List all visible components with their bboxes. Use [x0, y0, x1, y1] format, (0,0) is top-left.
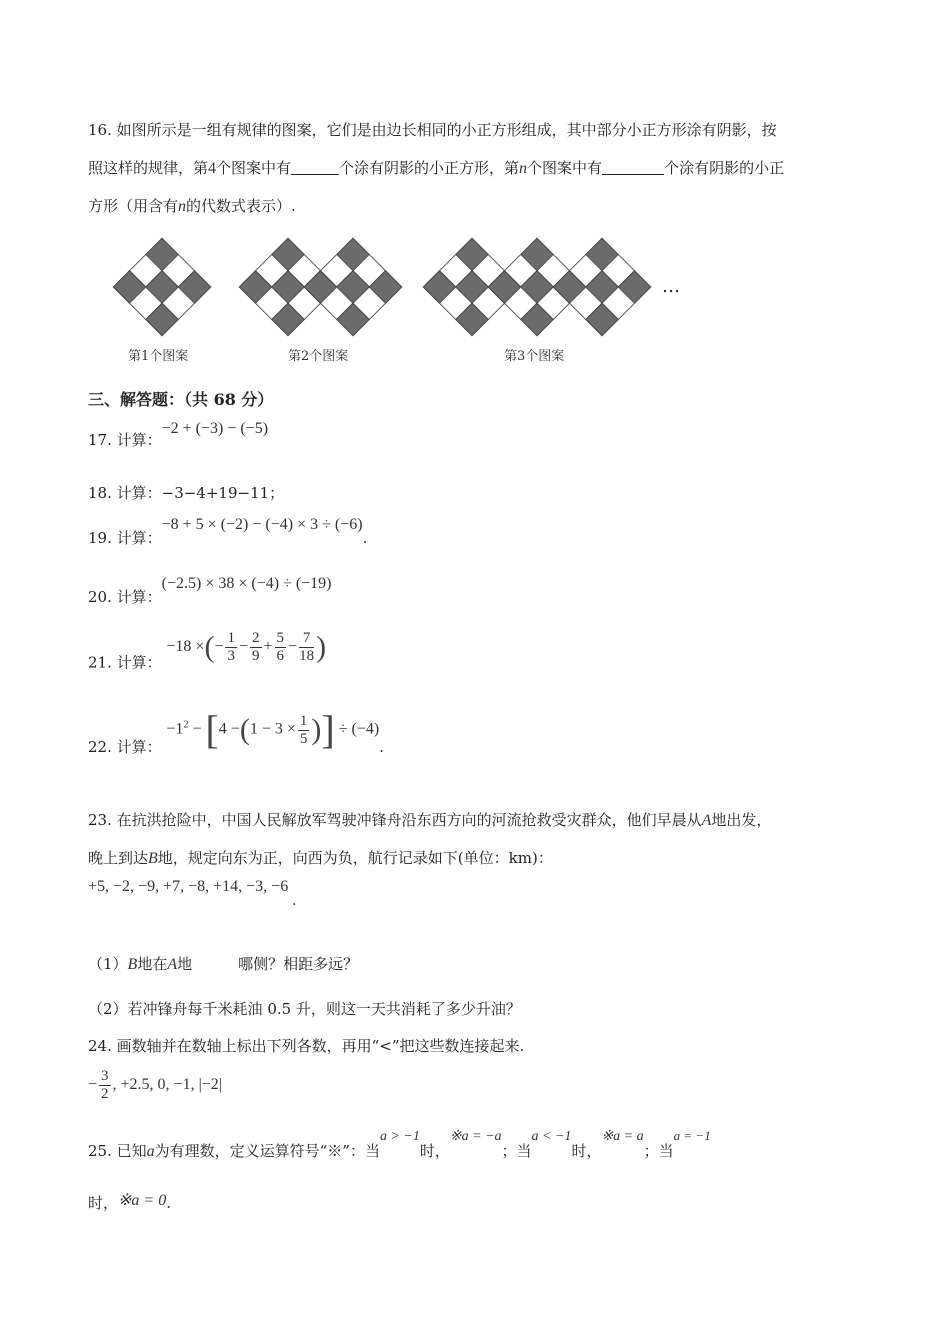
q24-frac [99, 1068, 111, 1103]
q21-frac-1-num: 1 [227, 630, 235, 646]
q25-when2: 时， [571, 1142, 602, 1160]
q16-num-four: 4 [208, 160, 217, 177]
q23-text-a: 23. 在抗洪抢险中，中国人民解放军驾驶冲锋舟沿东西方向的河流抢救受灾群众，他们早晨从 [88, 811, 702, 829]
q17-prefix: 17. 计算： [88, 431, 162, 449]
q20-expr: (−2.5) × 38 × (−4) ÷ (−19) [161, 575, 332, 592]
q25-line2-text: 时， [88, 1194, 119, 1212]
q16-var-n2: n [178, 198, 187, 215]
q23-line2 [88, 847, 553, 868]
q24-rest: , +2.5, 0, −1, |−2| [112, 1076, 223, 1094]
q21-prefix: 21. 计算： [88, 653, 162, 672]
figure-label-2: 第2个图案 [288, 349, 349, 364]
q21-lparen: ( [204, 630, 215, 664]
q16-text-e: 个涂有阴影的小正 [664, 159, 785, 177]
q16-text-a: 照这样的规律，第 [88, 159, 209, 177]
q22-rbracket: ] [321, 707, 335, 752]
q25-res2: ※a = a [601, 1129, 644, 1144]
q21-frac-4-den: 18 [299, 648, 315, 664]
q16-line1: 16. 如图所示是一组有规律的图案，它们是由边长相同的小正方形组成，其中部分小正方形涂有阴影，按 [88, 121, 777, 139]
q23-text-b: 地出发， [711, 811, 772, 829]
q23-sub2: （2）若冲锋舟每千米耗油 0.5 升，则这一天共消耗了多少升油？ [88, 1000, 521, 1018]
q21-frac-2-den: 9 [252, 648, 260, 664]
q23-sub1-text-c: 哪侧？相距多远？ [238, 955, 359, 973]
q25-cond3: a = −1 [673, 1128, 711, 1143]
q23-point-a: A [701, 812, 712, 829]
q21-expr: −18 ×(− $\frac{1}{3}$ − $\frac{2}{9}$ + $\frac{5}{6}$ − $\frac{7}{18}$ ) [166, 630, 327, 664]
q16-line2 [88, 157, 784, 178]
q25-line1 [88, 1126, 711, 1161]
q21-lead: −18 × [166, 638, 205, 656]
q22-frac-num: 1 [299, 712, 308, 729]
q21-frac-1-den: 3 [227, 648, 235, 664]
q22-end: . [379, 738, 384, 756]
q21 [88, 630, 327, 673]
q16-text-f: 方形（用含有 [88, 197, 179, 215]
q21-frac-4 [299, 630, 314, 665]
q23-records-values: +5, −2, −9, +7, −8, +14, −3, −6 [88, 878, 289, 895]
q21-frac-3-den: 6 [276, 648, 285, 664]
pattern-3 [423, 238, 651, 336]
q23-records [88, 878, 297, 909]
q23-sub1-text-b: 地 [177, 955, 193, 973]
q25-line2 [88, 1192, 171, 1213]
section-heading: 三、解答题：（共 68 分） [88, 390, 274, 409]
q22-lead: −1 [166, 720, 184, 738]
q24-frac-num: 3 [101, 1068, 109, 1084]
q25-cond1: a > −1 [379, 1129, 420, 1144]
q23-sub1-b: B [127, 956, 138, 973]
q22-tail: ÷ (−4) [338, 720, 380, 738]
q20-prefix: 20. 计算： [88, 588, 162, 606]
q16-text-c: 个涂有阴影的小正方形，第 [339, 159, 520, 177]
figure-label-1: 第1个图案 [128, 349, 189, 364]
q24-frac-den: 2 [101, 1086, 109, 1102]
q24-numbers [88, 1068, 222, 1103]
pattern-ellipsis: … [662, 276, 680, 297]
q24-neg: − [88, 1076, 98, 1094]
q16-text-d: 个图案中有 [527, 159, 603, 177]
q20 [88, 575, 332, 607]
q19-expr: −8 + 5 × (−2) − (−4) × 3 ÷ (−6) [161, 516, 363, 533]
q22-inner-b: 1 − 3 × [249, 720, 296, 738]
q23-text-c: 晚上到达 [88, 849, 149, 867]
q19-end: . [362, 529, 368, 547]
q23-sub1-a: A [167, 956, 178, 973]
q18: 18. 计算：−3−4+19−11； [88, 484, 285, 502]
q23-records-end: . [292, 892, 297, 909]
q25-res1: ※a = −a [449, 1129, 502, 1144]
q22-exponent: 2 [183, 719, 189, 731]
pattern-figure [100, 232, 700, 344]
q19-prefix: 19. 计算： [88, 529, 162, 547]
q22-rparen: ) [311, 713, 322, 746]
q25-line2-end: . [166, 1194, 171, 1212]
q17 [88, 420, 269, 450]
q19 [88, 516, 368, 548]
q25-text-a: 25. 已知 [88, 1142, 147, 1160]
q22-inner-a: 4 − [218, 720, 240, 738]
q21-frac-2 [250, 630, 262, 665]
q21-rparen: ) [316, 630, 327, 664]
answer-blank-1[interactable] [291, 160, 339, 175]
q25-var-a: a [146, 1143, 155, 1160]
q16-line3 [88, 195, 296, 216]
q21-frac-3-num: 5 [276, 630, 285, 646]
q21-frac-2-num: 2 [252, 630, 260, 646]
q23-line1 [88, 809, 771, 830]
answer-blank-2[interactable] [602, 160, 664, 175]
q25-semi2: ；当 [643, 1142, 674, 1160]
pattern-1 [113, 238, 211, 336]
q25-res3: ※a = 0 [118, 1192, 167, 1209]
q22-frac [298, 713, 310, 748]
q17-expr: −2 + (−3) − (−5) [161, 420, 269, 437]
q16-text-b: 个图案中有 [216, 159, 292, 177]
q22-prefix: 22. 计算： [88, 738, 162, 756]
q21-frac-4-num: 7 [299, 630, 314, 648]
figure-label-3: 第3个图案 [504, 349, 565, 364]
q22-lparen: ( [239, 713, 250, 746]
q25-cond2: a < −1 [531, 1129, 572, 1144]
q25-semi1: ；当 [501, 1142, 532, 1160]
q22-lbracket: [ [205, 707, 219, 752]
q16-var-n: n [519, 160, 528, 177]
q24: 24. 画数轴并在数轴上标出下列各数，再用“<”把这些数连接起来. [88, 1037, 525, 1055]
q23-sub1-num: （1） [88, 955, 128, 973]
q23-point-b: B [148, 850, 158, 867]
q22-expr: $-1^2 - [4 -(1 - 3$ × $\frac{1}{5}$ )] ÷ (−4) [166, 707, 380, 752]
q23-text-d: 地，规定向东为正，向西为负，航行记录如下(单位：km)： [157, 849, 553, 867]
q23-sub1 [88, 953, 358, 974]
q22 [88, 707, 384, 758]
q25-text-b: 为有理数，定义运算符号“※”：当 [154, 1142, 380, 1160]
q21-frac-3 [275, 630, 287, 665]
q21-frac-1 [225, 630, 237, 665]
q22-frac-den: 5 [299, 730, 308, 747]
q16-text-g: 的代数式表示）. [186, 197, 296, 215]
q23-sub1-text-a: 地在 [137, 955, 168, 973]
q25-when1: 时， [419, 1142, 450, 1160]
pattern-2 [239, 238, 402, 336]
